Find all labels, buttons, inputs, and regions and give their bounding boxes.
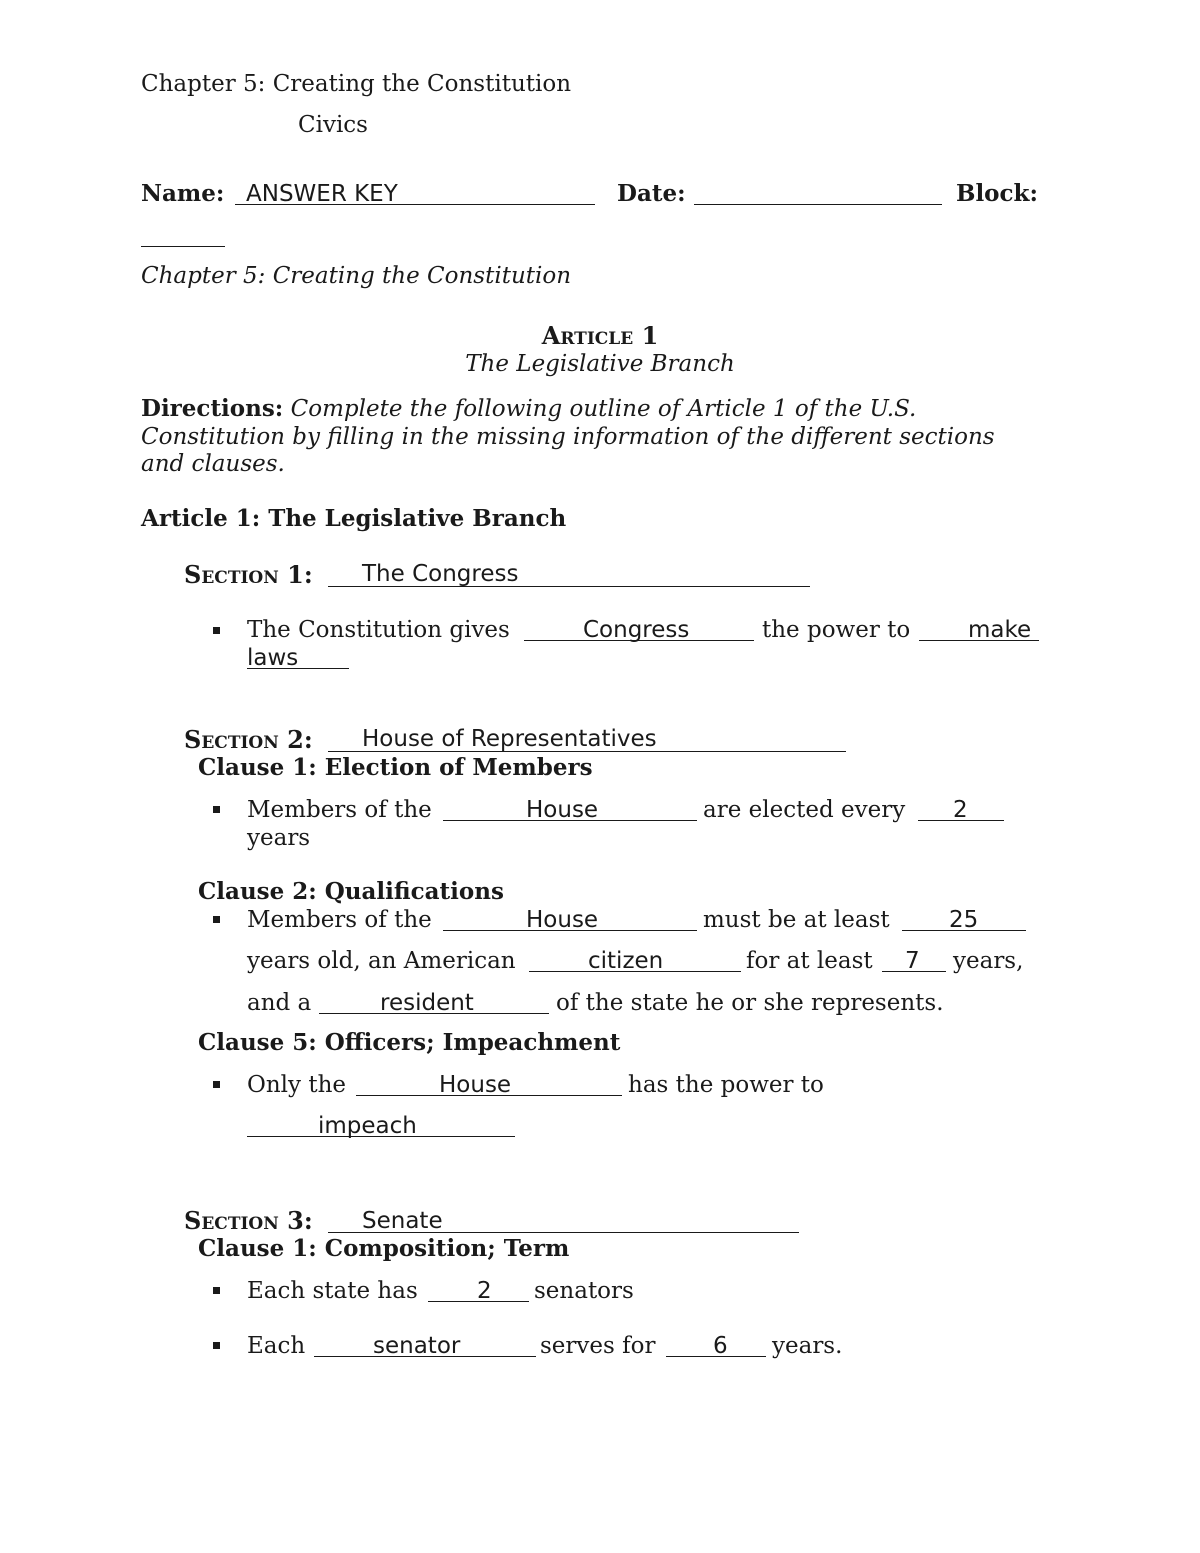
article-subheading: The Legislative Branch <box>465 351 735 377</box>
name-value: ANSWER KEY <box>246 181 398 207</box>
s2c2-text-4: for at least <box>746 948 873 974</box>
s2c1-answer-1: House <box>526 797 599 823</box>
clause-1-title: Clause 1: Election of Members <box>198 754 593 781</box>
block-blank[interactable] <box>141 246 225 247</box>
article-heading: Article 1 <box>541 321 659 350</box>
section-2-title: House of Representatives <box>362 726 657 752</box>
bullet-icon <box>213 1081 220 1088</box>
s1-answer-1: Congress <box>583 617 690 643</box>
directions-text-2: Constitution by filling in the missing information of the different sections <box>141 424 995 450</box>
s2c5-text-1: Only the <box>247 1072 346 1098</box>
bullet-icon <box>213 627 220 634</box>
s2c2-answer-2: 25 <box>949 907 979 933</box>
clause-5-title: Clause 5: Officers; Impeachment <box>198 1029 621 1056</box>
s1-answer-2a: make <box>968 617 1032 643</box>
outline-title: Article 1: The Legislative Branch <box>141 505 567 532</box>
s1-text-1: The Constitution gives <box>247 617 510 643</box>
s2c5-answer-2: impeach <box>318 1113 417 1139</box>
directions-text-3: and clauses. <box>141 451 285 477</box>
block-label: Block: <box>956 180 1038 207</box>
s2c1-text-1: Members of the <box>247 797 432 823</box>
s3-text-5: years. <box>772 1333 843 1359</box>
s2c1-text-3: years <box>247 825 311 851</box>
s1-text-2: the power to <box>762 617 911 643</box>
subject-title: Civics <box>298 112 368 138</box>
bullet-icon <box>213 916 220 923</box>
s2c2-text-2: must be at least <box>703 907 890 933</box>
s2c2-answer-4: 7 <box>905 948 920 974</box>
s2c1-answer-2: 2 <box>953 797 968 823</box>
s3-text-1: Each state has <box>247 1278 418 1304</box>
section-1-title: The Congress <box>362 561 519 587</box>
s3-answer-2: senator <box>373 1333 461 1359</box>
s2c2-text-6: and a <box>247 990 312 1016</box>
directions-text-1: Complete the following outline of Article 1 of the U.S. <box>290 396 917 422</box>
s3-text-2: senators <box>534 1278 634 1304</box>
s2c5-text-2: has the power to <box>628 1072 824 1098</box>
s2c2-text-5: years, <box>953 948 1024 974</box>
bullet-icon <box>213 1342 220 1349</box>
s3-answer-3: 6 <box>713 1333 728 1359</box>
s3-answer-1: 2 <box>477 1278 492 1304</box>
clause-1-comp-title: Clause 1: Composition; Term <box>198 1235 570 1262</box>
s1-answer-2b: laws <box>247 645 299 671</box>
s2c2-answer-1: House <box>526 907 599 933</box>
section-3-label: Section 3: <box>184 1206 313 1235</box>
s2c2-text-3: years old, an American <box>247 948 516 974</box>
s2c1-text-2: are elected every <box>703 797 906 823</box>
s2c2-text-7: of the state he or she represents. <box>556 990 944 1016</box>
bullet-icon <box>213 806 220 813</box>
clause-2-title: Clause 2: Qualifications <box>198 878 504 905</box>
s3-text-4: serves for <box>540 1333 656 1359</box>
directions <box>141 395 916 423</box>
date-blank[interactable] <box>694 204 942 205</box>
s2c5-answer-1: House <box>439 1072 512 1098</box>
section-3-title: Senate <box>362 1208 443 1234</box>
date-label: Date: <box>617 180 686 207</box>
name-label: Name: <box>141 180 225 207</box>
s2c2-answer-3: citizen <box>588 948 664 974</box>
chapter-title: Chapter 5: Creating the Constitution <box>141 71 572 97</box>
section-2-label: Section 2: <box>184 725 313 754</box>
chapter-subtitle: Chapter 5: Creating the Constitution <box>141 263 572 289</box>
directions-label: Directions: <box>141 395 284 422</box>
bullet-icon <box>213 1287 220 1294</box>
s3-text-3: Each <box>247 1333 306 1359</box>
section-1-label: Section 1: <box>184 560 313 589</box>
s2c2-answer-5: resident <box>380 990 474 1016</box>
s2c2-text-1: Members of the <box>247 907 432 933</box>
